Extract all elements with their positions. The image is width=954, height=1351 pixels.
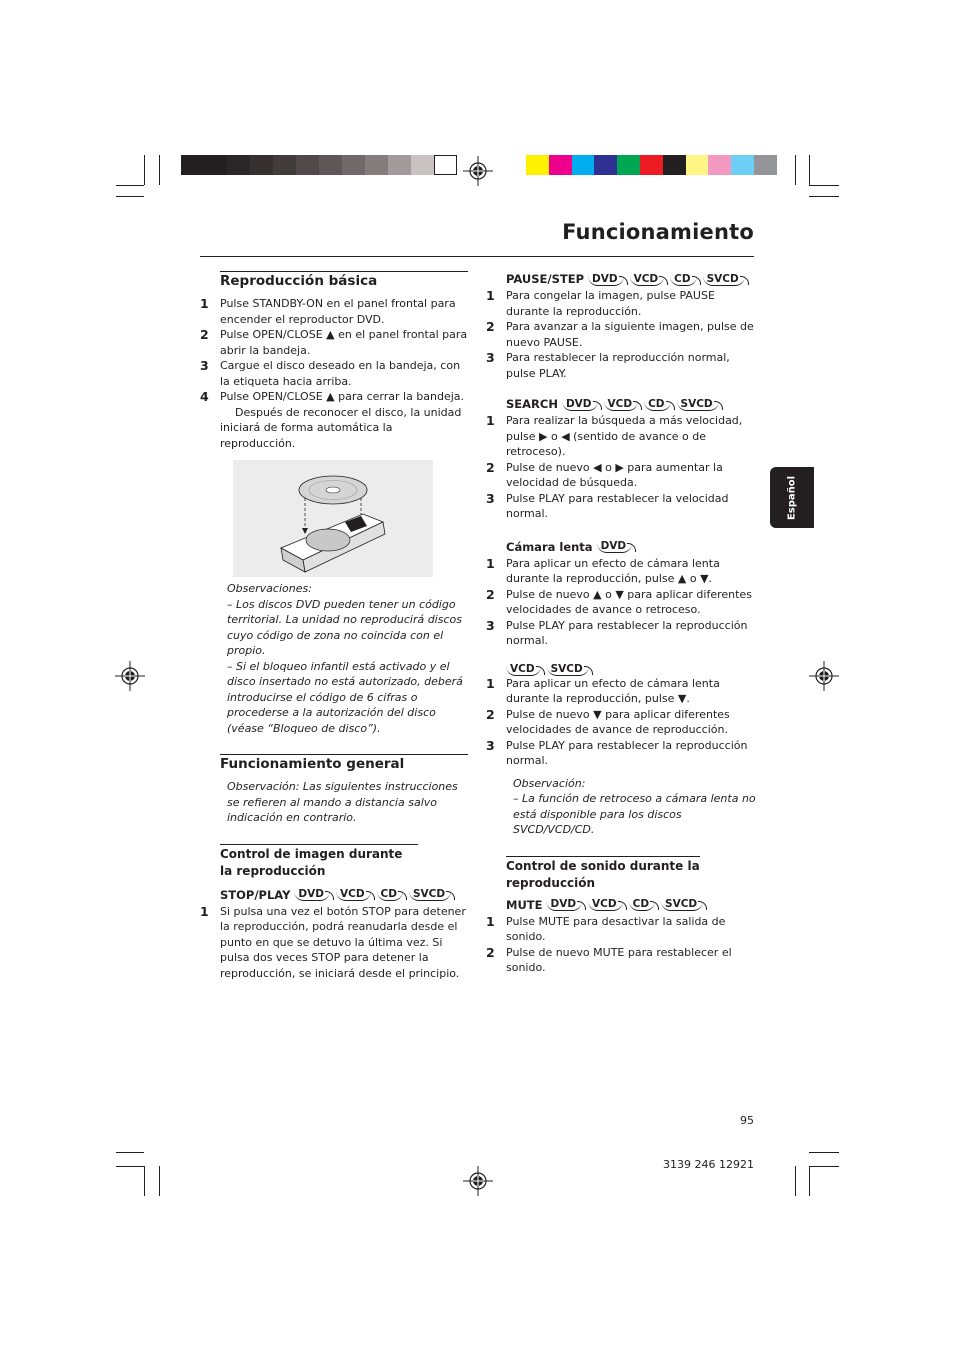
basic-heading: Reproducción básica	[220, 271, 468, 290]
vcd-badge: VCD	[506, 663, 541, 676]
notes-title: Observaciones:	[227, 582, 312, 595]
search-step-2: 2 Pulse de nuevo ◀ o ▶ para aumentar la velocidad de búsqueda.	[486, 459, 723, 489]
slow-vcd-step-2: 2 Pulse de nuevo ▼ para aplicar diferentes velocidades de avance de reproducción.	[486, 706, 730, 736]
basic-step-2: 2 Pulse OPEN/CLOSE ▲ en el panel frontal para abrir la bandeja.	[200, 327, 468, 357]
color-swatch	[526, 155, 549, 175]
svcd-badge: SVCD	[677, 398, 719, 411]
stop-step-1: 1 Si pulsa una vez el botón STOP para detener la reproducción, podrá reanudarla desde el punto en que se detuvo la última vez. Si pulsa dos veces STOP para detener la reproducción, se iniciará desde el principio.	[200, 903, 466, 980]
slow-vcd-note: – La función de retroceso a cámara lenta no está disponible para los discos SVCD/VCD/CD.	[513, 792, 756, 836]
registration-mark-top	[463, 156, 493, 186]
document-code: 3139 246 12921	[663, 1158, 754, 1171]
slow-vcd-step-1: 1 Para aplicar un efecto de cámara lenta durante la reproducción, pulse ▼.	[486, 675, 720, 705]
pause-step-2: 2 Para avanzar a la siguiente imagen, pulse de nuevo PAUSE.	[486, 319, 754, 349]
color-swatch	[686, 155, 709, 175]
pause-label: PAUSE/STEP	[506, 272, 585, 286]
dvd-badge: DVD	[562, 398, 598, 411]
slow-dvd-step-2: 2 Pulse de nuevo ▲ o ▼ para aplicar diferentes velocidades de avance o retroceso.	[486, 586, 752, 616]
dvd-badge: DVD	[294, 888, 330, 901]
search-step-3: 3 Pulse PLAY para restablecer la velocidad normal.	[486, 490, 729, 520]
slow-dvd-step-1: 1 Para aplicar un efecto de cámara lenta durante la reproducción, pulse ▲ o ▼.	[486, 555, 720, 585]
dvd-badge: DVD	[546, 898, 582, 911]
basic-step-4: 4 Pulse OPEN/CLOSE ▲ para cerrar la bandeja.	[200, 389, 465, 404]
note-1: – Los discos DVD pueden tener un código territorial. La unidad no reproducirá discos cuyo código de zona no coincida con el propio.	[227, 597, 462, 657]
basic-step-3: 3 Cargue el disco deseado en la bandeja, con la etiqueta hacia arriba.	[200, 358, 461, 388]
pause-step-3: 3 Para restablecer la reproducción normal, pulse PLAY.	[486, 350, 730, 380]
vcd-badge: VCD	[604, 398, 639, 411]
svcd-badge: SVCD	[547, 663, 589, 676]
gray-swatch	[342, 155, 365, 175]
gray-swatch	[388, 155, 411, 175]
language-tab	[770, 467, 814, 528]
gray-swatch	[250, 155, 273, 175]
gray-swatch	[204, 155, 227, 175]
color-swatch	[617, 155, 640, 175]
stop-play-label: STOP/PLAY	[220, 887, 291, 902]
cd-badge: CD	[644, 398, 670, 411]
mute-label: MUTE	[506, 897, 543, 912]
gray-swatch	[227, 155, 250, 175]
sound-control-heading: Control de sonido durante la reproducción	[506, 856, 700, 892]
gray-swatch	[365, 155, 388, 175]
note-2: – Si el bloqueo infantil está activado y el disco insertado no está autorizado, deberá introducirse el código de 6 cifras o procederse a la autorización del disco (véase “Bloqueo de disco”).	[227, 659, 463, 735]
disc-tray-illustration	[233, 460, 433, 577]
page-number: 95	[740, 1114, 754, 1127]
cd-badge: CD	[629, 898, 655, 911]
cd-badge: CD	[377, 888, 403, 901]
cd-badge: CD	[670, 273, 696, 286]
slow-vcd-label-row	[506, 663, 756, 676]
search-step-1: 1 Para realizar la búsqueda a más velocidad, pulse ▶ o ◀ (sentido de avance o de retroceso).	[486, 413, 743, 458]
vcd-badge: VCD	[336, 888, 371, 901]
color-swatch	[754, 155, 777, 175]
pause-label-row	[506, 270, 756, 288]
dvd-badge: DVD	[588, 273, 624, 286]
stop-play-label-row	[220, 886, 468, 904]
gray-swatch	[273, 155, 296, 175]
dvd-badge: DVD	[597, 540, 633, 553]
general-note: Observación: Las siguientes instrucciones se refieren al mando a distancia salvo indicación en contrario.	[227, 780, 458, 824]
color-swatch	[663, 155, 686, 175]
color-swatch	[731, 155, 754, 175]
mute-step-1: 1 Pulse MUTE para desactivar la salida de sonido.	[486, 913, 726, 943]
color-swatch	[594, 155, 617, 175]
mute-label-row	[506, 896, 756, 914]
color-swatch	[572, 155, 595, 175]
slow-dvd-label-row	[506, 538, 756, 556]
svcd-badge: SVCD	[409, 888, 451, 901]
color-swatch	[549, 155, 572, 175]
page-title: Funcionamiento	[562, 220, 754, 244]
gray-swatch	[434, 155, 457, 175]
registration-mark-bottom	[463, 1166, 493, 1196]
slow-vcd-note-title: Observación:	[513, 776, 586, 790]
registration-mark-left	[115, 661, 145, 691]
image-control-heading: Control de imagen durante la reproducción	[220, 844, 418, 880]
vcd-badge: VCD	[630, 273, 665, 286]
left-column	[200, 271, 468, 981]
slow-vcd-step-3: 3 Pulse PLAY para restablecer la reproducción normal.	[486, 737, 748, 767]
title-rule	[200, 256, 754, 257]
slow-dvd-label: Cámara lenta	[506, 539, 593, 554]
gray-swatch	[296, 155, 319, 175]
basic-step-4-cont: Después de reconocer el disco, la unidad iniciará de forma automática la reproducción.	[220, 405, 462, 450]
vcd-badge: VCD	[588, 898, 623, 911]
slow-dvd-step-3: 3 Pulse PLAY para restablecer la reproducción normal.	[486, 617, 748, 647]
svcd-badge: SVCD	[703, 273, 745, 286]
gray-swatch	[181, 155, 204, 175]
search-label: SEARCH	[506, 397, 558, 411]
pause-step-1: 1 Para congelar la imagen, pulse PAUSE durante la reproducción.	[486, 288, 715, 318]
gray-swatch	[319, 155, 342, 175]
mute-step-2: 2 Pulse de nuevo MUTE para restablecer el sonido.	[486, 944, 732, 974]
gray-swatch	[411, 155, 434, 175]
registration-mark-right	[809, 661, 839, 691]
svcd-badge: SVCD	[661, 898, 703, 911]
general-heading: Funcionamiento general	[220, 754, 468, 773]
right-column	[486, 270, 756, 976]
basic-step-1: 1 Pulse STANDBY-ON en el panel frontal para encender el reproductor DVD.	[200, 296, 456, 326]
color-swatch	[640, 155, 663, 175]
search-label-row	[506, 395, 756, 413]
color-swatch	[708, 155, 731, 175]
language-tab-label: Español	[786, 475, 798, 520]
